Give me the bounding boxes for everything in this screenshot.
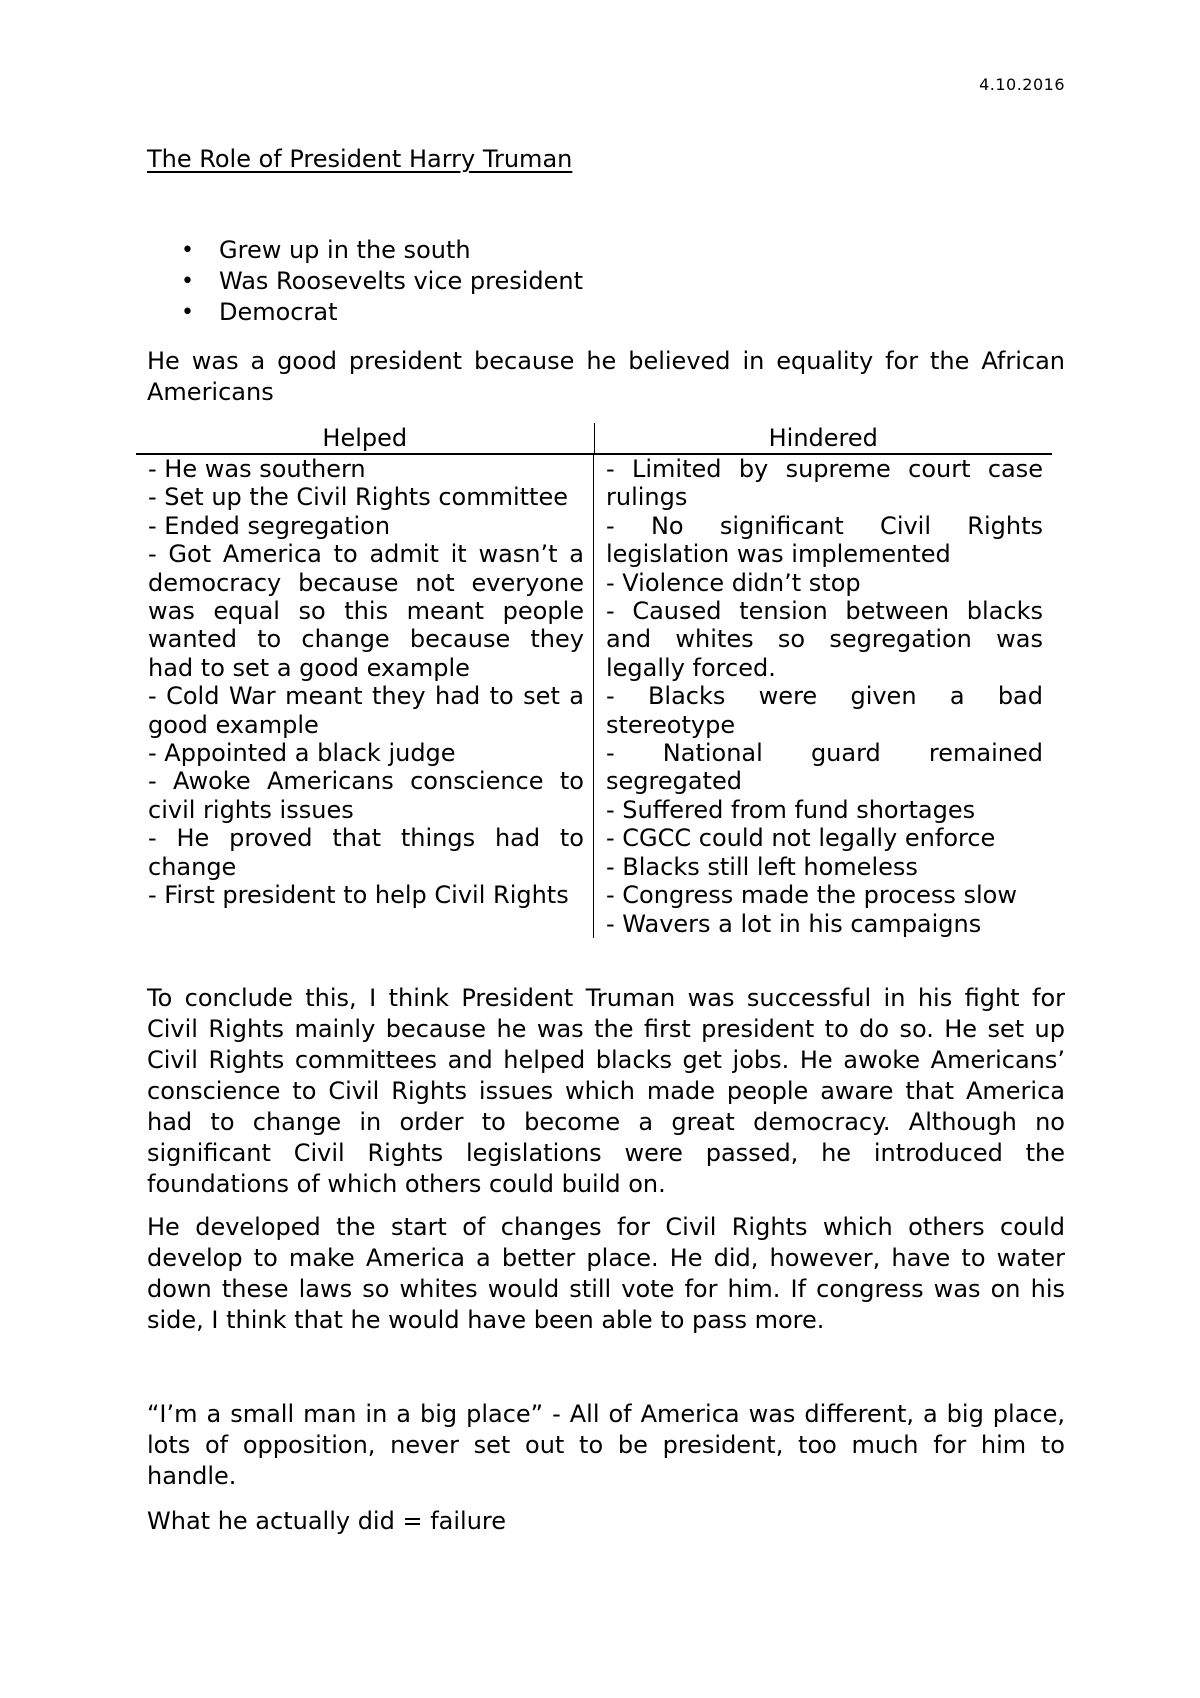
hindered-item: - Blacks were given a bad stereotype [606,682,1043,739]
helped-item: - Got America to admit it wasn’t a democracy because not everyone was equal so this meant people wanted to change because they had to set a good example [148,540,584,682]
helped-item: - Appointed a black judge [148,739,456,768]
bullet-item: • Grew up in the south [147,235,583,266]
intro-paragraph: He was a good president because he believed in equality for the African Americans [147,347,1065,406]
helped-column [136,455,594,938]
bullet-item: • Democrat [147,297,583,328]
hindered-item: - Caused tension between blacks and whites so segregation was legally forced. [606,597,1043,682]
hindered-item: - Wavers a lot in his campaigns [606,909,982,938]
document-title: The Role of President Harry Truman [147,145,573,173]
hindered-item: - Suffered from fund shortages [606,795,976,824]
helped-item: - He was southern [148,455,366,483]
quote-paragraph: “I’m a small man in a big place” - All of America was different, a big place, lots of opposition, never set out to be president, too much for him to handle. [147,1400,1065,1490]
helped-item: - Ended segregation [148,511,391,540]
hindered-item: - CGCC could not legally enforce [606,824,996,853]
helped-item: - Set up the Civil Rights committee [148,483,568,512]
document-date: 4.10.2016 [979,75,1065,94]
final-line: What he actually did = failure [147,1507,507,1535]
bullet-item: • Was Roosevelts vice president [147,266,583,297]
hindered-column [594,455,1052,938]
conclusion-paragraph-1: To conclude this, I think President Truman was successful in his fight for Civil Rights mainly because he was the first president to do so. He set up Civil Rights committees and helped blacks get jobs. He awoke Americans’ conscience to Civil Rights issues which made people aware that America had to change in order to become a great democracy. Although no significant Civil Rights legislations were passed, he introduced the foundations of which others could build on. [147,984,1065,1198]
header-helped: Helped [136,423,595,453]
hindered-item: - Limited by supreme court case rulings [606,455,1043,512]
hindered-item: - No significant Civil Rights legislation was implemented [606,511,1043,569]
header-hindered: Hindered [768,424,878,452]
hindered-item: - Violence didn’t stop [606,568,861,597]
helped-item: - Cold War meant they had to set a good example [148,682,584,739]
conclusion-paragraph-2: He developed the start of changes for Civil Rights which others could develop to make America a better place. He did, however, have to water down these laws so whites would still vote for him. If congress was on his side, I think that he would have been able to pass more. [147,1213,1065,1334]
table-header [136,423,1052,455]
table-body [136,455,1052,938]
helped-item: - First president to help Civil Rights [148,881,569,910]
helped-item: - He proved that things had to change [148,824,584,881]
helped-item: - Awoke Americans conscience to civil rights issues [148,767,584,824]
hindered-item: - Congress made the process slow [606,881,1017,910]
hindered-item: - Blacks still left homeless [606,852,918,881]
helped-hindered-table [136,423,1052,938]
bullet-list [147,235,583,328]
hindered-item: - National guard remained segregated [606,739,1043,796]
